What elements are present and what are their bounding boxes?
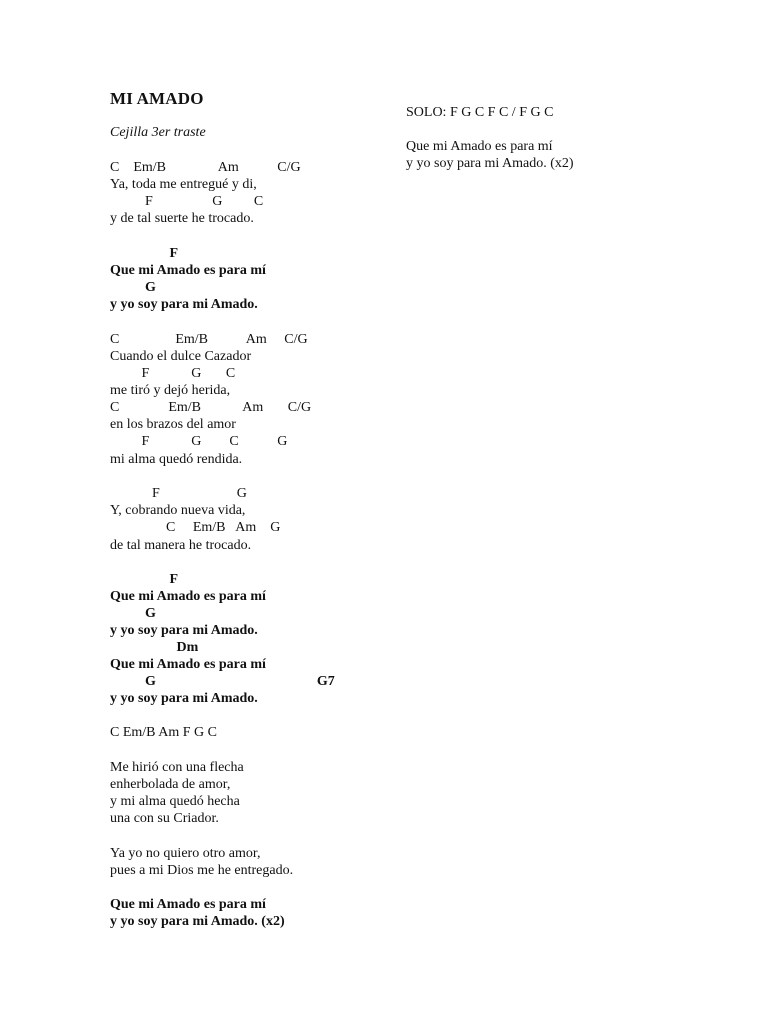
chorus-line: Que mi Amado es para mí [110, 263, 266, 278]
lyric-line: mi alma quedó rendida. [110, 452, 243, 467]
chorus-line: y yo soy para mi Amado. [110, 691, 258, 706]
chorus-line: Que mi Amado es para mí [110, 657, 266, 672]
lyric-line: Y, cobrando nueva vida, [110, 503, 246, 518]
lyric-line: Ya yo no quiero otro amor, [110, 846, 261, 861]
lyric-line: Ya, toda me entregué y di, [110, 177, 257, 192]
chorus-line: Que mi Amado es para mí [110, 589, 266, 604]
lyric-line: una con su Criador. [110, 811, 219, 826]
chord-line: G G7 [110, 674, 335, 689]
chorus-line: y yo soy para mi Amado. [110, 297, 258, 312]
lyric-line: y de tal suerte he trocado. [110, 211, 254, 226]
lyric-line: y yo soy para mi Amado. (x2) [406, 156, 574, 171]
lyric-line: y mi alma quedó hecha [110, 794, 240, 809]
solo-chords: SOLO: F G C F C / F G C [406, 105, 554, 120]
chord-line: F [110, 246, 179, 261]
song-title: MI AMADO [110, 89, 204, 108]
lyric-line: enherbolada de amor, [110, 777, 231, 792]
chorus-line: y yo soy para mi Amado. (x2) [110, 914, 285, 929]
chord-line: G [110, 280, 156, 295]
lyric-line: Que mi Amado es para mí [406, 139, 553, 154]
lyric-line: de tal manera he trocado. [110, 538, 252, 553]
capo-note: Cejilla 3er traste [110, 125, 206, 140]
lyric-line: pues a mi Dios me he entregado. [110, 863, 294, 878]
lyric-line: en los brazos del amor [110, 417, 236, 432]
chord-line: F G C [110, 194, 264, 209]
lyric-line: me tiró y dejó herida, [110, 383, 231, 398]
chord-line: F G C [110, 366, 236, 381]
chord-line: G [110, 606, 156, 621]
chord-line: C Em/B Am G [110, 520, 281, 535]
chord-line: F [110, 572, 179, 587]
chord-line: Dm [110, 640, 199, 655]
lyric-line: Cuando el dulce Cazador [110, 349, 252, 364]
chorus-line: y yo soy para mi Amado. [110, 623, 258, 638]
chord-line: F G C G [110, 434, 288, 449]
chord-line: F G [110, 486, 247, 501]
chord-line: C Em/B Am C/G [110, 332, 308, 347]
interlude-chords: C Em/B Am F G C [110, 725, 217, 740]
chord-line: C Em/B Am C/G [110, 400, 312, 415]
chord-line: C Em/B Am C/G [110, 160, 301, 175]
chorus-line: Que mi Amado es para mí [110, 897, 266, 912]
lyric-line: Me hirió con una flecha [110, 760, 244, 775]
